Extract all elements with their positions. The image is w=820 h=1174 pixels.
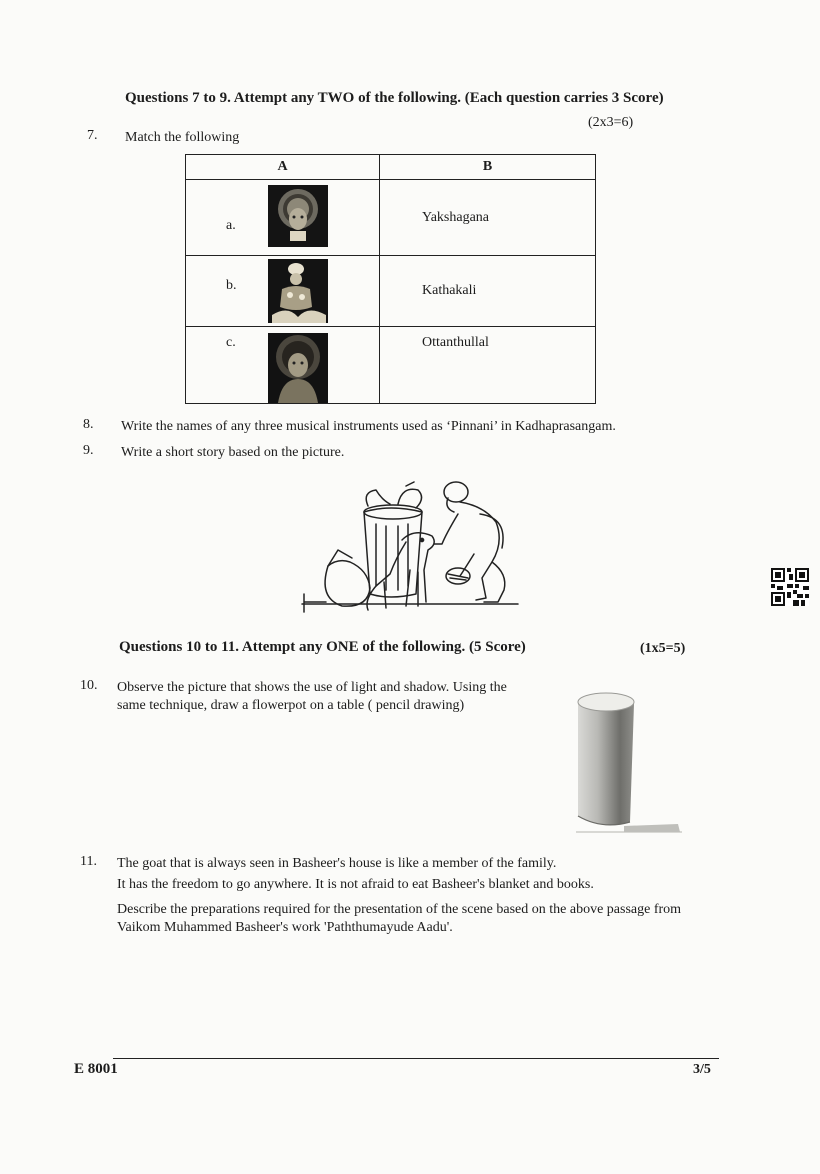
section1-title: Questions 7 to 9. Attempt any TWO of the following. (Each question carries 3 Score) bbox=[125, 90, 664, 106]
cell-b: Yakshagana bbox=[380, 180, 596, 256]
section2-marks: (1x5=5) bbox=[640, 641, 686, 656]
column-header-a: A bbox=[186, 155, 380, 180]
column-header-b: B bbox=[380, 155, 596, 180]
footer-divider bbox=[113, 1058, 719, 1059]
page-number: 3/5 bbox=[693, 1062, 711, 1077]
ottanthullal-photo-icon bbox=[268, 259, 328, 323]
cell-b: Ottanthullal bbox=[380, 327, 596, 404]
q11-line1: The goat that is always seen in Basheer's house is like a member of the family. bbox=[117, 856, 557, 871]
q10-number: 10. bbox=[80, 678, 98, 693]
q11-line4: Vaikom Muhammed Basheer's work 'Paththumayude Aadu'. bbox=[117, 920, 453, 935]
boy-feeding-dog-illustration bbox=[298, 478, 520, 616]
q11-number: 11. bbox=[80, 854, 97, 869]
q7-text: Match the following bbox=[125, 130, 240, 145]
kathakali-photo-icon bbox=[268, 185, 328, 247]
cell-a bbox=[186, 327, 380, 404]
yakshagana-photo-icon bbox=[268, 333, 328, 403]
qr-code-icon bbox=[771, 568, 809, 606]
q9-number: 9. bbox=[83, 443, 94, 458]
q7-number: 7. bbox=[87, 128, 98, 143]
q10-line1: Observe the picture that shows the use of light and shadow. Using the bbox=[117, 680, 507, 695]
q10-line2: same technique, draw a flowerpot on a table ( pencil drawing) bbox=[117, 698, 465, 713]
match-table bbox=[185, 154, 596, 404]
cylinder-shading-illustration bbox=[572, 686, 684, 834]
q8-text: Write the names of any three musical instruments used as ‘Pinnani’ in Kadhaprasangam. bbox=[121, 419, 616, 434]
section2-title: Questions 10 to 11. Attempt any ONE of the following. (5 Score) bbox=[119, 639, 526, 655]
q11-line2: It has the freedom to go anywhere. It is not afraid to eat Basheer's blanket and books. bbox=[117, 877, 594, 892]
row-label: a. bbox=[226, 218, 236, 233]
q8-number: 8. bbox=[83, 417, 94, 432]
q11-line3: Describe the preparations required for the presentation of the scene based on the above passage from bbox=[117, 902, 682, 917]
table-row bbox=[186, 256, 596, 327]
row-label: c. bbox=[226, 335, 236, 350]
exam-code: E 8001 bbox=[74, 1061, 118, 1077]
table-row bbox=[186, 327, 596, 404]
q9-text: Write a short story based on the picture. bbox=[121, 445, 345, 460]
table-row bbox=[186, 180, 596, 256]
row-label: b. bbox=[226, 278, 237, 293]
cell-a bbox=[186, 180, 380, 256]
cell-a bbox=[186, 256, 380, 327]
cell-b: Kathakali bbox=[380, 256, 596, 327]
section1-marks: (2x3=6) bbox=[588, 115, 634, 130]
